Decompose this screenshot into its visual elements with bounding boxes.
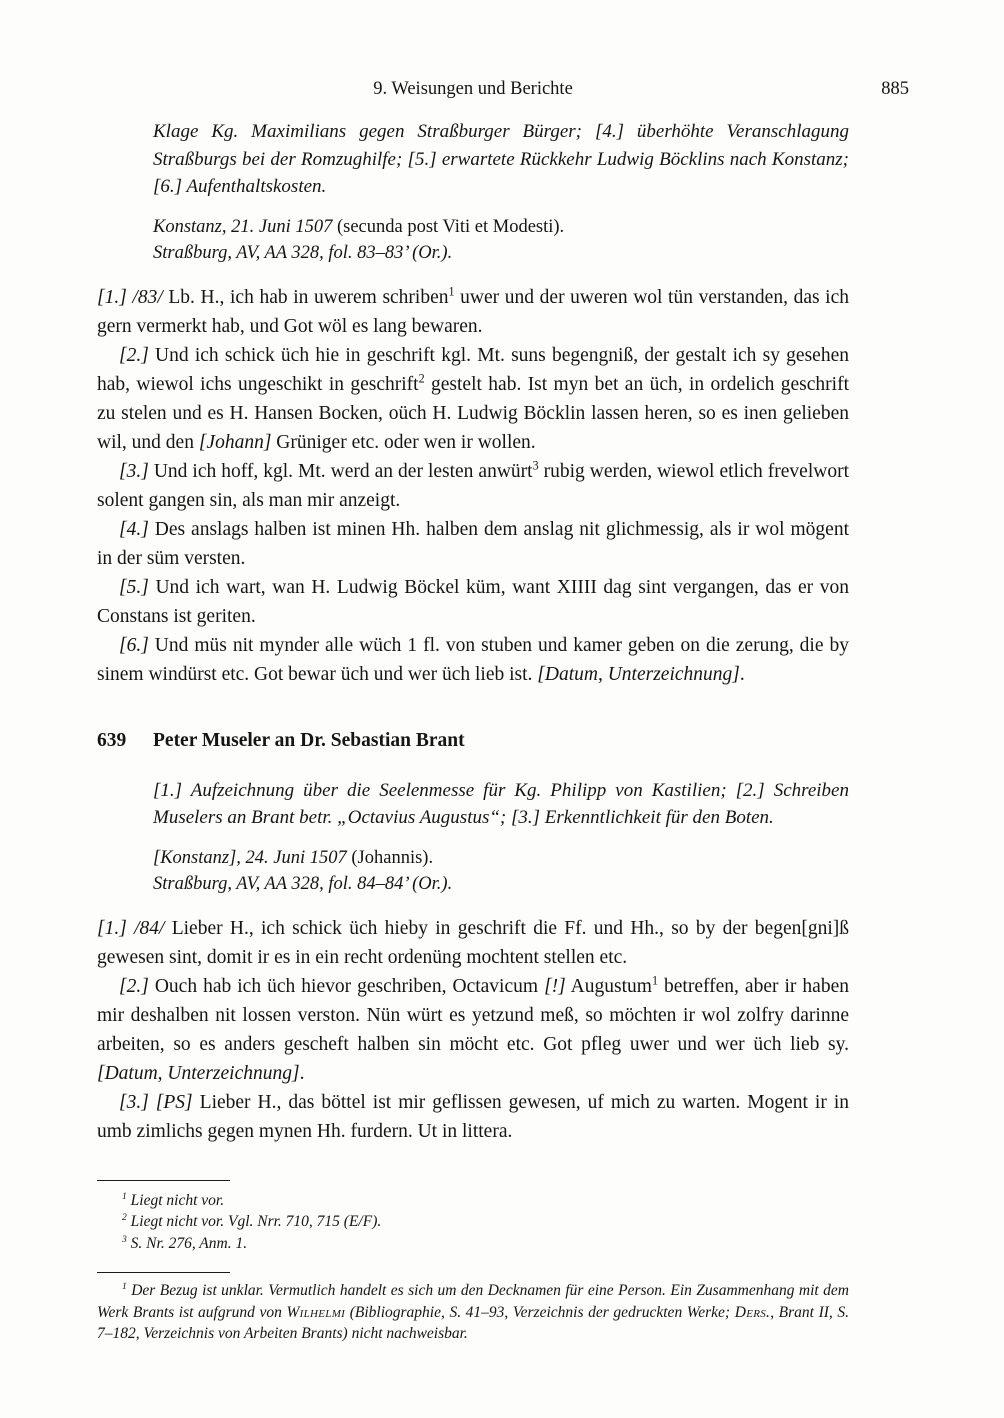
body-paragraph: [2.] Und ich schick üch hie in geschrift kgl. Mt. suns begengniß, der gestalt ich sy gesehen hab, wiewol ichs ungeschikt in geschrift$^2$ gestelt hab. Ist myn bet an üch, in ordelich geschrift zu stelen und es H. Hansen Bocken, oüch H. Ludwig Böcklin lassen heren, so es inen gelieben wil, und den [Johann] Grüniger etc. oder wen ir wollen. bbox=[97, 344, 849, 453]
entry-639-summary: [1.] Aufzeichnung über die Seelenmesse für Kg. Philipp von Kastilien; [2.] Schreiben Muselers an Brant betr. „Octavius Augustus“; [3.] Erkenntlichkeit für den Boten. bbox=[153, 779, 849, 828]
entry-title: Peter Museler an Dr. Sebastian Brant bbox=[153, 729, 465, 751]
body-paragraph: [4.] Des anslags halben ist minen Hh. halben dem anslag nit glichmessig, als ir wol mögent in der süm versten. bbox=[97, 518, 849, 569]
dateline-date: [Konstanz], 24. Juni 1507 (Johannis). bbox=[153, 847, 434, 868]
entry-prev-summary: Klage Kg. Maximilians gegen Straßburger Bürger; [4.] überhöhte Veranschlagung Straßburgs bei der Romzughilfe; [5.] erwartete Rückkehr Ludwig Böcklins nach Konstanz; [6.] Aufenthaltskosten. bbox=[153, 121, 849, 197]
footnote-commentary: $^1$ Der Bezug ist unklar. Vermutlich handelt es sich um den Decknamen für eine Person. Ein Zusammenhang mit dem Werk Brants ist aufgrund von Wilhelmi (Bibliographie, S. 41–93, Verzeichnis der gedruckten Werke; Ders., Brant II, S. 7–182, Verzeichnis von Arbeiten Brants) nicht nachweisbar. bbox=[97, 1280, 849, 1342]
body-paragraph: [3.] [PS] Lieber H., das böttel ist mir geflissen gewesen, uf mich zu warten. Mogent ir in umb zimlichs gegen mynen Hh. furdern. Ut in littera. bbox=[97, 1091, 849, 1142]
footnotes-section bbox=[97, 1180, 849, 1345]
footnote-apparatus: $^2$ Liegt nicht vor. Vgl. Nrr. 710, 715 (E/F). bbox=[122, 1211, 382, 1230]
page-number: 885 bbox=[881, 79, 909, 99]
body-paragraph: [5.] Und ich wart, wan H. Ludwig Böckel küm, want XIIII dag sint vergangen, das er von Constans ist geriten. bbox=[97, 576, 849, 627]
body-paragraph: [1.] /84/ Lieber H., ich schick üch hieby in geschrift die Ff. und Hh., so by der begen[gni]ß gewesen sint, domit ir es in ein recht ordenüng mochtent stellen etc. bbox=[97, 917, 850, 968]
dateline-date: Konstanz, 21. Juni 1507 (secunda post Viti et Modesti). bbox=[153, 216, 565, 237]
running-header bbox=[97, 78, 909, 100]
footnote-rule bbox=[97, 1180, 230, 1181]
entry-639-dateline bbox=[153, 845, 849, 897]
footnote-apparatus: $^3$ S. Nr. 276, Anm. 1. bbox=[122, 1233, 248, 1252]
running-header-title: 9. Weisungen und Berichte bbox=[373, 79, 573, 99]
entry-number: 639 bbox=[97, 729, 127, 751]
entry-prev-dateline bbox=[153, 214, 849, 266]
body-paragraph: [6.] Und müs nit mynder alle wüch 1 fl. von stuben und kamer geben on die zerung, die by sinem windürst etc. Got bewar üch und wer üch lieb ist. [Datum, Unterzeichnung]. bbox=[97, 634, 849, 685]
entry-heading bbox=[97, 729, 849, 753]
dateline-source: Straßburg, AV, AA 328, fol. 83–83’ (Or.). bbox=[153, 242, 453, 263]
body-paragraph: [3.] Und ich hoff, kgl. Mt. werd an der lesten anwürt$^3$ rubig werden, wiewol etlich frevelwort solent gangen sin, als man mir anzeigt. bbox=[97, 458, 849, 511]
footnote-rule bbox=[97, 1272, 230, 1273]
body-paragraph: [1.] /83/ Lb. H., ich hab in uwerem schriben$^1$ uwer und der uweren wol tün verstanden, das ich gern vermerkt hab, und Got wöl es lang bewaren. bbox=[97, 284, 850, 337]
footnote-apparatus: $^1$ Liegt nicht vor. bbox=[122, 1190, 225, 1209]
body-paragraph: [2.] Ouch hab ich üch hievor geschriben, Octavicum [!] Augustum$^1$ betreffen, aber ir haben mir deshalben nit lossen verston. Nün würt es yetzund meß, so möchten ir wol zolfry darinne arbeiten, so es anders gescheft halben sin möcht etc. Got pfleg uwer und wer üch lieb sy. [Datum, Unterzeichnung]. bbox=[97, 973, 849, 1084]
dateline-source: Straßburg, AV, AA 328, fol. 84–84’ (Or.). bbox=[153, 873, 453, 894]
